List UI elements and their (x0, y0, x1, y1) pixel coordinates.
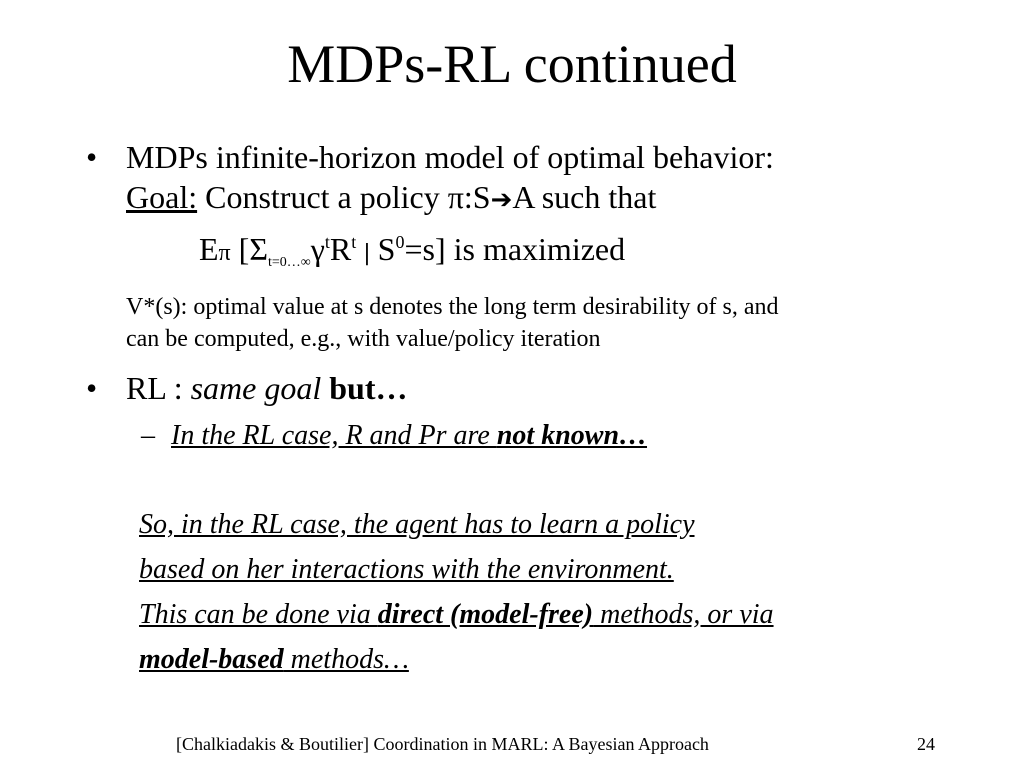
sub-bullet-line (171, 418, 647, 454)
paragraph-line3-pre: This can be done via (139, 599, 378, 630)
bullet-marker: • (86, 139, 98, 175)
bullet-marker: • (86, 370, 98, 406)
formula-tail: =s] is maximized (404, 231, 626, 267)
formula-sigma-subscript: t=0…∞ (267, 255, 311, 270)
paragraph-line4-bold: model-based (139, 644, 284, 675)
formula-R: R (329, 231, 352, 267)
expected-reward-formula (199, 229, 625, 274)
arrow-icon: ➔ (490, 185, 513, 215)
formula-bar: | (356, 241, 378, 266)
paragraph-line1: So, in the RL case, the agent has to learn a policy (139, 509, 695, 540)
bullet2-but: but… (329, 370, 408, 406)
bullet2-prefix: RL : (126, 370, 191, 406)
sub-bullet-dash: – (141, 420, 155, 451)
paragraph-line3-bold: direct (model-free) (377, 599, 594, 630)
formula-pi: π (218, 240, 231, 266)
paragraph-line3-post: methods, or via (593, 599, 774, 630)
goal-text-post: A such that (512, 179, 657, 215)
paragraph-line2: based on her interactions with the environment. (139, 554, 674, 585)
formula-R-superscript: t (351, 232, 357, 252)
pi-symbol: π (447, 179, 464, 215)
formula-S-superscript: 0 (395, 232, 405, 252)
vstar-line2: can be computed, e.g., with value/policy iteration (126, 326, 601, 352)
formula-sigma: [Σ (230, 231, 268, 267)
colon-s: :S (463, 179, 491, 215)
formula-gamma-superscript: t (324, 232, 330, 252)
paragraph-line3 (139, 597, 774, 633)
paragraph-line4 (139, 642, 409, 678)
goal-label: Goal: (126, 179, 198, 215)
bullet2-line (126, 368, 408, 408)
formula-gamma: γ (310, 231, 325, 267)
slide-number: 24 (917, 734, 935, 754)
paragraph-line4-post: methods… (283, 644, 409, 675)
slide-title: MDPs-RL continued (287, 34, 737, 94)
vstar-line1: V*(s): optimal value at s denotes the long term desirability of s, and (126, 294, 779, 320)
bullet2-same-goal: same goal (190, 370, 322, 406)
sub-bullet-text: In the RL case, R and Pr are (171, 420, 497, 451)
goal-text-pre: Construct a policy (197, 179, 448, 215)
bullet1-line1: MDPs infinite-horizon model of optimal behavior: (126, 139, 774, 175)
formula-S: S (377, 231, 396, 267)
bullet1-goal-line (126, 177, 656, 220)
formula-E: E (199, 231, 219, 267)
footer-citation: [Chalkiadakis & Boutilier] Coordination in MARL: A Bayesian Approach (176, 734, 709, 754)
sub-bullet-bold: not known… (496, 420, 648, 451)
